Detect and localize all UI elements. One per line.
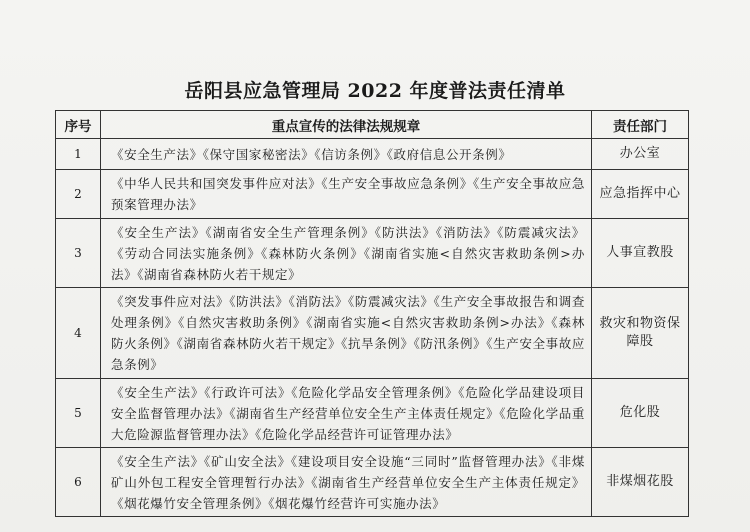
row-no: 4 xyxy=(56,288,101,379)
row-no: 2 xyxy=(56,170,101,219)
row-no: 5 xyxy=(56,379,101,448)
row-law: 《安全生产法》《矿山安全法》《建设项目安全设施“三同时”监督管理办法》《非煤矿山外包工程安全管理暂行办法》《湖南省生产经营单位安全生产主体责任规定》《烟花爆竹安全管理条例》《烟花爆竹经营许可实施办法》 xyxy=(101,448,592,517)
table-row xyxy=(56,448,689,517)
table-row xyxy=(56,288,689,379)
row-dept: 人事宣教股 xyxy=(592,219,689,288)
row-dept: 应急指挥中心 xyxy=(592,170,689,219)
header-law: 重点宣传的法律法规规章 xyxy=(101,111,592,139)
table-row xyxy=(56,170,689,219)
row-no: 3 xyxy=(56,219,101,288)
document-title: 岳阳县应急管理局 2022 年度普法责任清单 xyxy=(184,80,566,102)
table-row xyxy=(56,379,689,448)
row-dept: 办公室 xyxy=(592,139,689,170)
row-no: 6 xyxy=(56,448,101,517)
row-law: 《安全生产法》《湖南省安全生产管理条例》《防洪法》《消防法》《防震减灾法》《劳动合同法实施条例》《森林防火条例》《湖南省实施<自然灾害救助条例>办法》《湖南省森林防火若干规定》 xyxy=(101,219,592,288)
row-law: 《安全生产法》《行政许可法》《危险化学品安全管理条例》《危险化学品建设项目安全监督管理办法》《湖南省生产经营单位安全生产主体责任规定》《危险化学品重大危险源监督管理办法》《危险化学品经营许可证管理办法》 xyxy=(101,379,592,448)
row-dept: 危化股 xyxy=(592,379,689,448)
law-responsibility-table xyxy=(55,110,689,517)
table-header-row xyxy=(56,111,689,139)
row-law: 《突发事件应对法》《防洪法》《消防法》《防震减灾法》《生产安全事故报告和调查处理条例》《自然灾害救助条例》《湖南省实施<自然灾害救助条例>办法》《森林防火条例》《湖南省森林防火若干规定》《抗旱条例》《防汛条例》《生产安全事故应急条例》 xyxy=(101,288,592,379)
table-row xyxy=(56,219,689,288)
row-law: 《中华人民共和国突发事件应对法》《生产安全事故应急条例》《生产安全事故应急预案管理办法》 xyxy=(101,170,592,219)
header-dept: 责任部门 xyxy=(592,111,689,139)
header-no: 序号 xyxy=(56,111,101,139)
row-dept: 救灾和物资保障股 xyxy=(592,288,689,379)
row-dept: 非煤烟花股 xyxy=(592,448,689,517)
table-row xyxy=(56,139,689,170)
row-law: 《安全生产法》《保守国家秘密法》《信访条例》《政府信息公开条例》 xyxy=(101,139,592,170)
row-no: 1 xyxy=(56,139,101,170)
